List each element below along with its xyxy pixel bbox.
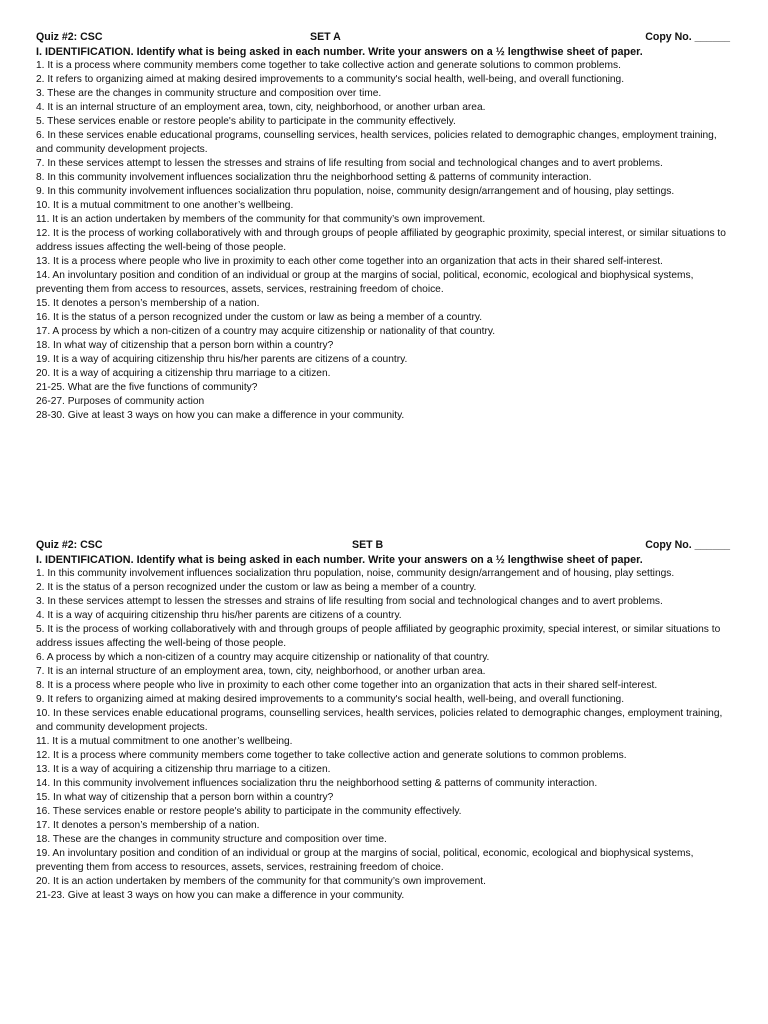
question-item: 3. These are the changes in community structure and composition over time. <box>36 88 382 99</box>
question-list-set-a <box>36 59 736 423</box>
question-item: 10. It is a mutual commitment to one another’s wellbeing. <box>36 200 294 211</box>
question-item: 4. It is an internal structure of an employment area, town, city, neighborhood, or another urban area. <box>36 102 486 113</box>
question-item: 15. In what way of citizenship that a person born within a country? <box>36 792 334 803</box>
question-item: 17. A process by which a non-citizen of a country may acquire citizenship or nationality of that country. <box>36 326 496 337</box>
question-item: 7. It is an internal structure of an employment area, town, city, neighborhood, or another urban area. <box>36 666 486 677</box>
copy-number-label: Copy No. ______ <box>645 31 730 43</box>
identification-instructions: I. IDENTIFICATION. Identify what is being asked in each number. Write your answers on a ½ lengthwise sheet of paper. <box>36 46 643 58</box>
question-item: 6. A process by which a non-citizen of a country may acquire citizenship or nationality of that country. <box>36 652 490 663</box>
question-item: 13. It is a way of acquiring a citizenship thru marriage to a citizen. <box>36 764 331 775</box>
question-item: 12. It is a process where community members come together to take collective action and generate solutions to common problems. <box>36 750 627 761</box>
question-item: 6. In these services enable educational programs, counselling services, health services, policies related to demographic changes, employment training, and community development projects. <box>36 130 717 155</box>
quiz-header-set-a <box>36 30 736 45</box>
identification-instructions: I. IDENTIFICATION. Identify what is being asked in each number. Write your answers on a ½ lengthwise sheet of paper. <box>36 554 643 566</box>
question-item: 8. It is a process where people who live in proximity to each other come together into an organization that acts in their shared self-interest. <box>36 680 658 691</box>
question-item: 18. These are the changes in community structure and composition over time. <box>36 834 387 845</box>
question-item: 16. These services enable or restore people's ability to participate in the community effectively. <box>36 806 462 817</box>
question-item: 11. It is a mutual commitment to one another’s wellbeing. <box>36 736 293 747</box>
question-item: 14. In this community involvement influences socialization thru the neighborhood setting & patterns of community interaction. <box>36 778 598 789</box>
question-item: 20. It is an action undertaken by members of the community for that community’s own improvement. <box>36 876 486 887</box>
question-item: 17. It denotes a person’s membership of a nation. <box>36 820 260 831</box>
question-item: 21-23. Give at least 3 ways on how you can make a difference in your community. <box>36 890 405 901</box>
quiz-label: Quiz #2: CSC <box>36 31 103 43</box>
set-label: SET A <box>310 31 341 43</box>
question-item: 9. In this community involvement influences socialization thru population, noise, community design/arrangement and of housing, play settings. <box>36 186 675 197</box>
question-item: 3. In these services attempt to lessen the stresses and strains of life resulting from social and technological changes and to avert problems. <box>36 596 663 607</box>
question-item: 10. In these services enable educational programs, counselling services, health services, policies related to demographic changes, employment training, and community development projects. <box>36 708 723 733</box>
question-item: 1. In this community involvement influences socialization thru population, noise, community design/arrangement and of housing, play settings. <box>36 568 675 579</box>
question-item: 26-27. Purposes of community action <box>36 396 205 407</box>
question-item: 9. It refers to organizing aimed at making desired improvements to a community's social health, well-being, and overall functioning. <box>36 694 625 705</box>
question-item: 21-25. What are the five functions of community? <box>36 382 258 393</box>
question-item: 19. An involuntary position and condition of an individual or group at the margins of social, political, economic, ecological and biophysical systems, preventing them from access to resources, assets, services, restraining freedom of choice. <box>36 848 694 873</box>
question-item: 28-30. Give at least 3 ways on how you can make a difference in your community. <box>36 410 405 421</box>
question-item: 1. It is a process where community members come together to take collective action and generate solutions to common problems. <box>36 60 621 71</box>
quiz-set-a <box>36 30 736 423</box>
question-item: 11. It is an action undertaken by members of the community for that community’s own improvement. <box>36 214 486 225</box>
question-item: 16. It is the status of a person recognized under the custom or law as being a member of a country. <box>36 312 483 323</box>
question-item: 5. It is the process of working collaboratively with and through groups of people affiliated by geographic proximity, special interest, or similar situations to address issues affecting the well-being of those people. <box>36 624 721 649</box>
copy-number-label: Copy No. ______ <box>645 539 730 551</box>
question-item: 20. It is a way of acquiring a citizenship thru marriage to a citizen. <box>36 368 331 379</box>
question-item: 7. In these services attempt to lessen the stresses and strains of life resulting from social and technological changes and to avert problems. <box>36 158 663 169</box>
question-item: 8. In this community involvement influences socialization thru the neighborhood setting & patterns of community interaction. <box>36 172 592 183</box>
question-item: 2. It refers to organizing aimed at making desired improvements to a community's social health, well-being, and overall functioning. <box>36 74 625 85</box>
set-label: SET B <box>352 539 384 551</box>
question-item: 2. It is the status of a person recognized under the custom or law as being a member of a country. <box>36 582 477 593</box>
question-item: 18. In what way of citizenship that a person born within a country? <box>36 340 334 351</box>
question-item: 14. An involuntary position and condition of an individual or group at the margins of social, political, economic, ecological and biophysical systems, preventing them from access to resources, assets, services, restraining freedom of choice. <box>36 270 694 295</box>
quiz-set-b <box>36 538 736 903</box>
question-item: 15. It denotes a person’s membership of a nation. <box>36 298 260 309</box>
question-item: 5. These services enable or restore people's ability to participate in the community effectively. <box>36 116 456 127</box>
quiz-header-set-b <box>36 538 736 553</box>
question-list-set-b <box>36 567 736 903</box>
quiz-label: Quiz #2: CSC <box>36 539 103 551</box>
question-item: 4. It is a way of acquiring citizenship thru his/her parents are citizens of a country. <box>36 610 402 621</box>
question-item: 13. It is a process where people who live in proximity to each other come together into an organization that acts in their shared self-interest. <box>36 256 663 267</box>
question-item: 12. It is the process of working collaboratively with and through groups of people affiliated by geographic proximity, special interest, or similar situations to address issues affecting the well-being of those people. <box>36 228 726 253</box>
question-item: 19. It is a way of acquiring citizenship thru his/her parents are citizens of a country. <box>36 354 408 365</box>
